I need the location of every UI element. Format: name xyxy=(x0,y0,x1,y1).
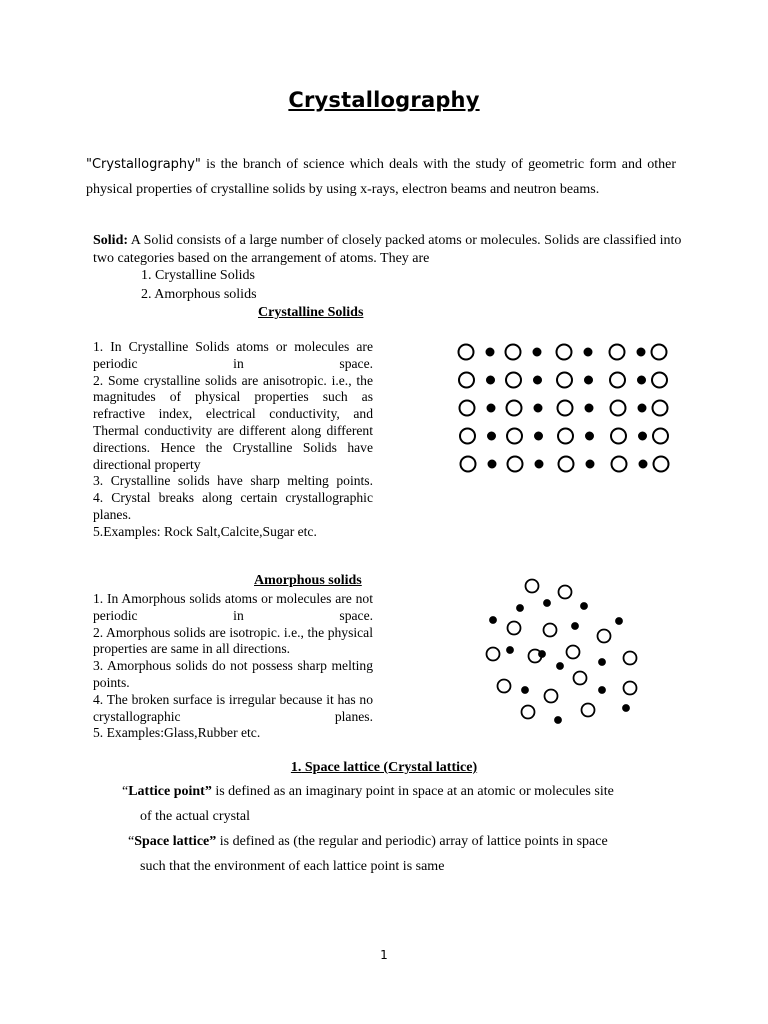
small-atom xyxy=(638,377,645,384)
small-atom xyxy=(489,461,496,468)
solid-label: Solid: xyxy=(93,233,129,248)
small-atom xyxy=(534,349,541,356)
small-atom xyxy=(536,461,543,468)
large-atom xyxy=(461,457,476,472)
list-item: 5. Examples:Glass,Rubber etc. xyxy=(93,725,261,741)
crystalline-heading: Crystalline Solids xyxy=(258,305,364,320)
large-atom xyxy=(610,373,625,388)
space-lattice-definition: “Space lattice” is defined as (the regular and periodic) array of lattice points in space xyxy=(128,834,608,849)
list-item: 1. In Crystalline Solids atoms or molecules are periodic in space. xyxy=(93,339,373,371)
large-atom xyxy=(507,401,522,416)
list-item: 1. In Amorphous solids atoms or molecules are not periodic in space. xyxy=(93,591,373,623)
large-atom xyxy=(653,429,668,444)
large-atom xyxy=(498,680,511,693)
large-atom xyxy=(610,345,625,360)
large-atom xyxy=(654,457,669,472)
small-atom xyxy=(599,659,605,665)
small-atom xyxy=(487,349,494,356)
small-atom xyxy=(599,687,605,693)
small-atom xyxy=(638,349,645,356)
small-atom xyxy=(586,405,593,412)
large-atom xyxy=(652,373,667,388)
large-atom xyxy=(459,373,474,388)
small-atom xyxy=(585,349,592,356)
small-atom xyxy=(517,605,523,611)
small-atom xyxy=(488,405,495,412)
amorphous-points xyxy=(93,591,373,742)
small-atom xyxy=(507,647,513,653)
section-number: 1. xyxy=(290,760,302,775)
small-atom xyxy=(581,603,587,609)
solid-type-item: 1. Crystalline Solids xyxy=(141,268,255,283)
large-atom xyxy=(652,345,667,360)
intro-paragraph xyxy=(86,152,676,202)
large-atom xyxy=(558,401,573,416)
large-atom xyxy=(598,630,611,643)
large-atom xyxy=(526,580,539,593)
list-item: 4. The broken surface is irregular because it has no crystallographic planes. xyxy=(93,691,373,724)
page-number: 1 xyxy=(380,948,388,962)
large-atom xyxy=(567,646,580,659)
large-atom xyxy=(508,457,523,472)
small-atom xyxy=(534,377,541,384)
lattice-point-term: Lattice point” xyxy=(128,784,212,799)
large-atom xyxy=(522,706,535,719)
large-atom xyxy=(559,586,572,599)
large-atom xyxy=(653,401,668,416)
lattice-point-text: is defined as an imaginary point in space at an atomic or molecules site xyxy=(211,784,614,799)
lattice-point-definition: “Lattice point” is defined as an imaginary point in space at an atomic or molecules site xyxy=(122,784,614,799)
section-title: Space lattice (Crystal lattice) xyxy=(301,760,478,775)
large-atom xyxy=(611,401,626,416)
large-atom xyxy=(612,457,627,472)
large-atom xyxy=(624,652,637,665)
solid-definition xyxy=(93,232,693,268)
list-item: 5.Examples: Rock Salt,Calcite,Sugar etc. xyxy=(93,523,317,539)
small-atom xyxy=(488,433,495,440)
small-atom xyxy=(585,377,592,384)
small-atom xyxy=(555,717,561,723)
list-item: 2. Amorphous solids are isotropic. i.e., the physical properties are same in all directions. xyxy=(93,624,373,657)
small-atom xyxy=(639,405,646,412)
lattice-point-continuation: of the actual crystal xyxy=(140,809,251,824)
small-atom xyxy=(522,687,528,693)
small-atom xyxy=(535,405,542,412)
small-atom xyxy=(544,600,550,606)
large-atom xyxy=(460,401,475,416)
list-item: 3. Amorphous solids do not possess sharp melting points. xyxy=(93,658,373,690)
crystalline-points xyxy=(93,339,373,541)
large-atom xyxy=(557,345,572,360)
small-atom xyxy=(586,433,593,440)
small-atom xyxy=(616,618,622,624)
small-atom xyxy=(639,433,646,440)
space-lattice-heading xyxy=(30,760,738,776)
small-atom xyxy=(572,623,578,629)
crystalline-lattice-diagram xyxy=(452,338,682,478)
space-lattice-continuation: such that the environment of each lattice point is same xyxy=(140,859,445,874)
large-atom xyxy=(506,345,521,360)
space-lattice-term: Space lattice” xyxy=(134,834,217,849)
solid-text: A Solid consists of a large number of closely packed atoms or molecules. Solids are classified into two categories based on the arrangement of atoms. They are xyxy=(93,233,682,266)
amorphous-diagram xyxy=(480,578,650,728)
large-atom xyxy=(558,429,573,444)
large-atom xyxy=(611,429,626,444)
large-atom xyxy=(506,373,521,388)
small-atom xyxy=(535,433,542,440)
intro-text: is the branch of science which deals with the study of geometric form and other physical properties of crystalline solids by using x-rays, electron beams and neutron beams. xyxy=(86,157,676,197)
large-atom xyxy=(459,345,474,360)
large-atom xyxy=(559,457,574,472)
small-atom xyxy=(640,461,647,468)
solid-type-item: 2. Amorphous solids xyxy=(141,287,257,302)
page-title: Crystallography xyxy=(288,88,480,112)
large-atom xyxy=(582,704,595,717)
large-atom xyxy=(460,429,475,444)
list-item: 3. Crystalline solids have sharp melting points. xyxy=(93,473,373,489)
list-item: 2. Some crystalline solids are anisotropic. i.e., the magnitudes of physical properties such as refractive index, electrical conductivity, and Thermal conductivity are different along different directions. Hence the Crystalline Solids have directional property xyxy=(93,372,373,472)
list-item: 4. Crystal breaks along certain crystallographic planes. xyxy=(93,490,373,522)
large-atom xyxy=(508,622,521,635)
large-atom xyxy=(507,429,522,444)
small-atom xyxy=(490,617,496,623)
space-lattice-text: is defined as (the regular and periodic) array of lattice points in space xyxy=(216,834,608,849)
large-atom xyxy=(545,690,558,703)
small-atom xyxy=(487,377,494,384)
large-atom xyxy=(624,682,637,695)
large-atom xyxy=(544,624,557,637)
small-atom xyxy=(587,461,594,468)
small-atom xyxy=(623,705,629,711)
large-atom xyxy=(574,672,587,685)
large-atom xyxy=(557,373,572,388)
large-atom xyxy=(487,648,500,661)
intro-term: "Crystallography" xyxy=(86,157,201,172)
amorphous-heading: Amorphous solids xyxy=(254,573,362,588)
small-atom xyxy=(557,663,563,669)
small-atom xyxy=(539,651,545,657)
